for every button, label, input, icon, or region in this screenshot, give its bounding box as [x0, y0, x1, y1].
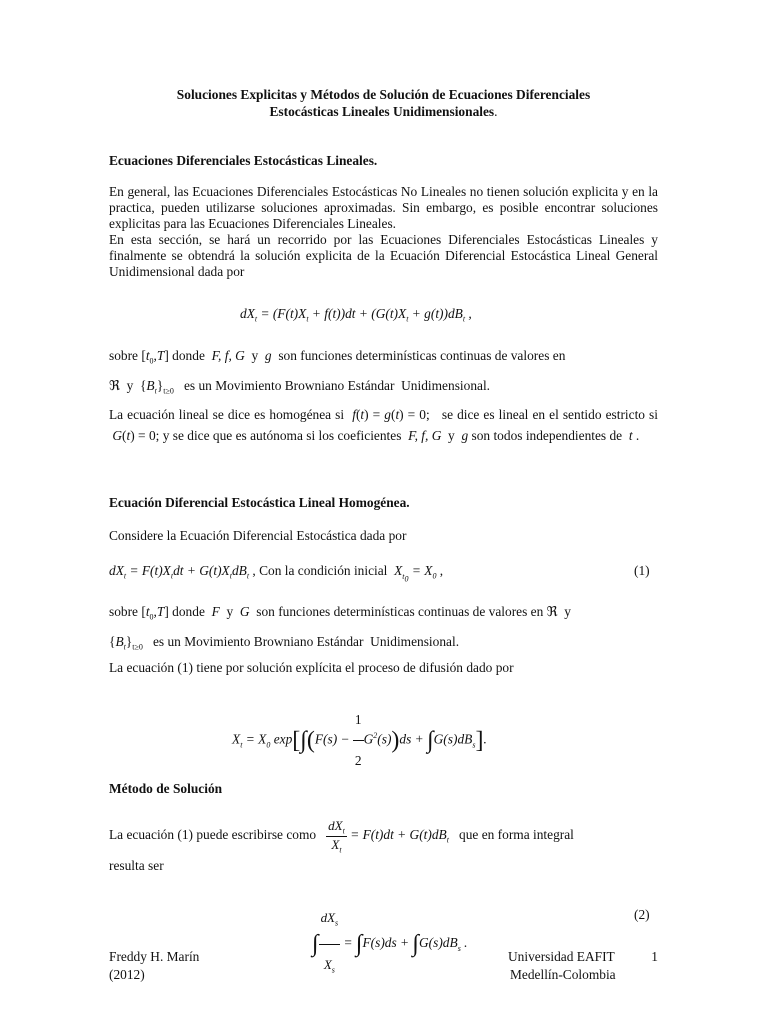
explicit-solution-equation: $X_t = X_0$ exp[∫(F(s) − $\frac{1}{2}$ $G^2(s))ds + \int G(s)dB_s$]. [232, 700, 487, 781]
equation-number-2: (2) [634, 907, 650, 922]
method-equation-line: La ecuación (1) puede escribirse como $\frac{dX_t}{X_t}$ = $F(t)dt + G(t)dB_t$ que en forma integral [109, 818, 574, 855]
homogeneous-sde-equation: $dX_t = F(t)X_tdt + G(t)X_tdB_t$ , Con la condición inicial $X_{t_0} = X_0$ , [109, 563, 444, 584]
consider-paragraph: Considere la Ecuación Diferencial Estocástica dada por [109, 528, 407, 543]
footer-author-block [109, 948, 199, 984]
paragraph-nonlinear: En general, las Ecuaciones Diferenciales Estocásticas No Lineales no tienen solución explicita y en la practica, pueden utilizarse soluciones aproximadas. Sin embargo, es posible encontrar soluciones explicitas para las Ecuaciones Diferenciales Lineales. [109, 184, 658, 231]
document-title [109, 86, 658, 120]
page-number: 1 [651, 949, 658, 964]
homogeneous-definition-paragraph: La ecuación lineal se dice es homogénea si f(t) = g(t) = 0; se dice es lineal en el sentido estricto si G(t) = 0; y se dice que es autónoma si los coeficientes F, f, G y g son todos independientes de t . [109, 407, 658, 443]
footer-author: Freddy H. Marín [109, 949, 200, 964]
homogeneous-conditions: sobre $[t_0,T]$ donde F y G son funciones determinísticas continuas de valores en ℜ y $\{B_t\}_{t\ge 0}$ es un Movimiento Browniano Estándar Unidimensional. [109, 604, 571, 652]
footer-university-line: Universidad EAFIT 1 [508, 949, 658, 964]
section-heading-linear-sde: Ecuaciones Diferenciales Estocásticas Lineales. [109, 153, 378, 168]
equation-number-1: (1) [634, 563, 650, 578]
integral-form-equation: ∫ $\frac{dX_s}{X_s}$ = $\int F(s)ds + \int G(s)dB_s$ . [312, 898, 468, 990]
footer-year: (2012) [109, 967, 145, 982]
footer-institution-block [508, 948, 658, 984]
title-line-1: Soluciones Explicitas y Métodos de Solución de Ecuaciones Diferenciales [176, 87, 591, 102]
method-paragraph-end: resulta ser [109, 858, 164, 873]
section-heading-homogeneous: Ecuación Diferencial Estocástica Lineal Homogénea. [109, 495, 410, 510]
general-linear-sde-equation: $dX_t = (F(t)X_t + f(t))dt + (G(t)X_t + g(t))dB_t$ , [240, 306, 472, 324]
intro-paragraph [109, 184, 658, 280]
title-line-2: Estocásticas Lineales Unidimensionales. [269, 104, 498, 119]
solution-paragraph: La ecuación (1) tiene por solución explícita el proceso de difusión dado por [109, 660, 514, 675]
section-heading-method: Método de Solución [109, 781, 223, 796]
footer-city: Medellín-Colombia [510, 967, 616, 982]
general-equation-conditions: sobre $[t_0,T]$ donde F, f, G y g son funciones determinísticas continuas de valores en ℜ y $\{B_t\}_{t\ge 0}$ es un Movimiento Browniano Estándar Unidimensional. [109, 348, 566, 396]
paragraph-this-section: En esta sección, se hará un recorrido por las Ecuaciones Diferenciales Estocásticas Lineales y finalmente se obtendrá la solución explicita de la Ecuación Diferencial Estocástica Lineal General Unidimensional dada por [109, 232, 658, 279]
